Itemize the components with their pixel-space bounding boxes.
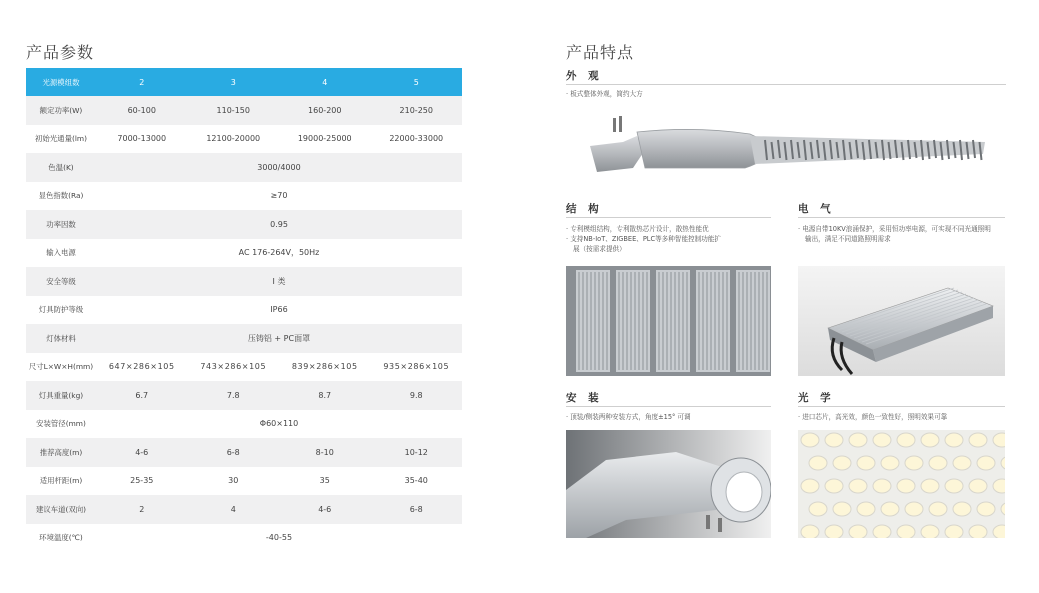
section-rule: [566, 217, 771, 218]
spec-row-value: 3000/4000: [96, 153, 462, 182]
section-heading-electrical: 电 气: [798, 203, 835, 215]
spec-row-value: 647×286×105: [108, 362, 175, 372]
led-lens: [849, 525, 867, 538]
spec-header-col: 3: [188, 68, 280, 96]
street-light-side-view-image: [575, 112, 1005, 184]
mounting-bracket-image: [566, 430, 771, 538]
led-lens: [969, 433, 987, 447]
power-driver-image: [798, 266, 1005, 376]
led-lens: [905, 456, 923, 470]
desc-line: 输出，满足不同道路照明需求: [805, 235, 891, 243]
led-lens: [833, 456, 851, 470]
spec-header-col: 2: [96, 68, 188, 96]
spec-row-value: 22000-33000: [389, 134, 444, 144]
heatsink-column: [696, 270, 730, 372]
spec-row-value: 6.7: [96, 381, 188, 410]
led-lens: [945, 433, 963, 447]
led-lens: [921, 433, 939, 447]
spec-row-value: Φ60×110: [259, 419, 299, 429]
spec-row-label: 输入电源: [46, 248, 76, 258]
spec-row: [26, 353, 462, 382]
desc-line: 展（按需求提供）: [573, 245, 626, 253]
led-lens: [833, 502, 851, 516]
spec-table: [26, 68, 462, 552]
desc-line: · 专利模组结构，专利散热芯片设计，散热性能优: [566, 225, 709, 233]
section-heading-optics: 光 学: [798, 392, 835, 404]
spec-row-label: 安装管径(mm): [36, 419, 86, 429]
led-lens: [809, 502, 827, 516]
spec-header-col: 5: [371, 68, 463, 96]
spec-row: [26, 239, 462, 268]
led-lens: [969, 525, 987, 538]
spec-row-value: 2: [96, 495, 188, 524]
spec-row-label: 安全等级: [26, 267, 96, 296]
spec-row: [26, 381, 462, 410]
appearance-desc: [566, 89, 1006, 99]
heatsink-column: [656, 270, 690, 372]
led-lens: [929, 456, 947, 470]
led-lens: [897, 525, 915, 538]
spec-row-label: 显色指数(Ra): [38, 191, 84, 201]
right-page-title: 产品特点: [566, 43, 635, 62]
spec-row-value: 935×286×105: [383, 362, 450, 372]
spec-row-value: 25-35: [130, 476, 154, 486]
spec-row: [26, 210, 462, 239]
spec-row-label: 环境温度(℃): [39, 533, 83, 543]
spec-row-value: 7000-13000: [117, 134, 167, 144]
spec-row-value: 0.95: [96, 210, 462, 239]
led-lens: [945, 525, 963, 538]
led-lens: [993, 433, 1005, 447]
spec-row-value: 4: [188, 495, 280, 524]
section-rule: [566, 84, 1006, 85]
left-page-title: 产品参数: [26, 43, 95, 62]
section-heading-installation: 安 装: [566, 392, 603, 404]
spec-row-label: 建议车道(双向): [26, 495, 96, 524]
spec-row: [26, 410, 462, 439]
desc-line: · 电源自带10KV浪涌保护，采用恒功率电源，可实现不同光通照明: [798, 225, 991, 233]
desc-line: · 进口芯片，高光效，颜色一致性好，照明效果可靠: [798, 413, 948, 421]
spec-table-body: [26, 68, 462, 552]
heatsink-column: [736, 270, 770, 372]
spec-row: [26, 495, 462, 524]
led-lens: [945, 479, 963, 493]
spec-row: [26, 296, 462, 325]
spec-row-value: IP66: [270, 305, 288, 315]
spec-row-value: 10-12: [371, 438, 463, 467]
led-lens: [857, 502, 875, 516]
desc-line: · 支持NB-IoT、ZIGBEE、PLC等多种智能控制功能扩: [566, 235, 722, 243]
led-lens: [881, 456, 899, 470]
installation-desc: [566, 412, 776, 422]
spec-row-value: 6-8: [188, 438, 280, 467]
spec-row-value: 8-10: [279, 438, 371, 467]
spec-row: [26, 438, 462, 467]
spec-row-value: 160-200: [279, 96, 371, 125]
section-heading-structure: 结 构: [566, 203, 603, 215]
spec-row: [26, 267, 462, 296]
spec-row: [26, 153, 462, 182]
spec-row: [26, 96, 462, 125]
spec-row-label: 额定功率(W): [26, 96, 96, 125]
spec-row-value: 35: [319, 476, 330, 486]
led-lens: [809, 456, 827, 470]
desc-line: · 顶装/侧装两种安装方式，角度±15° 可调: [566, 413, 691, 421]
spec-row-value: 19000-25000: [297, 134, 352, 144]
spec-row-value: 743×286×105: [200, 362, 267, 372]
electrical-desc: [798, 224, 1008, 244]
structure-desc: [566, 224, 776, 254]
spec-row-value: 12100-20000: [206, 134, 261, 144]
spec-row-label: 灯体材料: [26, 324, 96, 353]
spec-header-label: 光源模组数: [26, 68, 96, 96]
spec-row-label: 适用杆距(m): [39, 476, 83, 486]
spec-row-value: 839×286×105: [291, 362, 358, 372]
spec-header-row: [26, 68, 462, 96]
led-lens: [953, 456, 971, 470]
spec-row-value: 35-40: [404, 476, 428, 486]
led-lens: [881, 502, 899, 516]
spec-row: [26, 467, 462, 496]
led-lens: [897, 479, 915, 493]
led-lens: [849, 479, 867, 493]
spec-row-value: 6-8: [371, 495, 463, 524]
spec-row-value: 4-6: [96, 438, 188, 467]
spec-row-label: 色温(K): [26, 153, 96, 182]
spec-row-label: 灯具重量(kg): [26, 381, 96, 410]
optics-desc: [798, 412, 1008, 422]
led-lens: [993, 479, 1005, 493]
spec-header-col: 4: [279, 68, 371, 96]
spec-row-label: 初始光通量(lm): [35, 134, 87, 144]
spec-row-value: AC 176-264V，50Hz: [238, 248, 320, 258]
section-heading-appearance: 外 观: [566, 70, 603, 82]
led-lens: [825, 479, 843, 493]
led-lens: [929, 502, 947, 516]
spec-row: [26, 182, 462, 211]
section-rule: [566, 406, 771, 407]
led-lens: [825, 525, 843, 538]
led-lens: [873, 433, 891, 447]
led-lens: [977, 456, 995, 470]
heatsink-column: [616, 270, 650, 372]
led-lens: [849, 433, 867, 447]
spec-row-value: 210-250: [371, 96, 463, 125]
desc-line: · 板式整体外观，简约大方: [566, 90, 643, 98]
spec-row-label: 尺寸L×W×H(mm): [28, 362, 94, 372]
led-lens-array-image: [798, 430, 1005, 538]
spec-row: [26, 324, 462, 353]
spec-row-value: 60-100: [96, 96, 188, 125]
led-lens: [953, 502, 971, 516]
spec-row-value: 7.8: [188, 381, 280, 410]
led-lens: [897, 433, 915, 447]
spec-row-value: 压铸铝 + PC面罩: [96, 324, 462, 353]
spec-row-value: 110-150: [188, 96, 280, 125]
led-lens: [921, 479, 939, 493]
led-lens: [921, 525, 939, 538]
led-lens: [801, 433, 819, 447]
led-lens: [801, 479, 819, 493]
spec-row-label: 功率因数: [26, 210, 96, 239]
spec-row: [26, 524, 462, 553]
led-lens: [857, 456, 875, 470]
led-lens: [873, 525, 891, 538]
spec-row-value: I 类: [96, 267, 462, 296]
led-lens: [969, 479, 987, 493]
led-lens: [905, 502, 923, 516]
led-lens: [977, 502, 995, 516]
spec-row: [26, 125, 462, 154]
section-rule: [798, 406, 1005, 407]
spec-row-label: 灯具防护等级: [38, 305, 84, 315]
spec-row-value: -40-55: [265, 533, 293, 543]
led-lens: [801, 525, 819, 538]
heatsink-column: [576, 270, 610, 372]
spec-row-label: 推荐高度(m): [26, 438, 96, 467]
spec-row-value: 8.7: [279, 381, 371, 410]
spec-row-value: ≥70: [270, 191, 288, 201]
spec-row-value: 9.8: [371, 381, 463, 410]
spec-row-value: 4-6: [279, 495, 371, 524]
led-lens: [825, 433, 843, 447]
heatsink-module-image: [566, 266, 771, 376]
led-lens: [873, 479, 891, 493]
section-rule: [798, 217, 1005, 218]
spec-row-value: 30: [228, 476, 239, 486]
